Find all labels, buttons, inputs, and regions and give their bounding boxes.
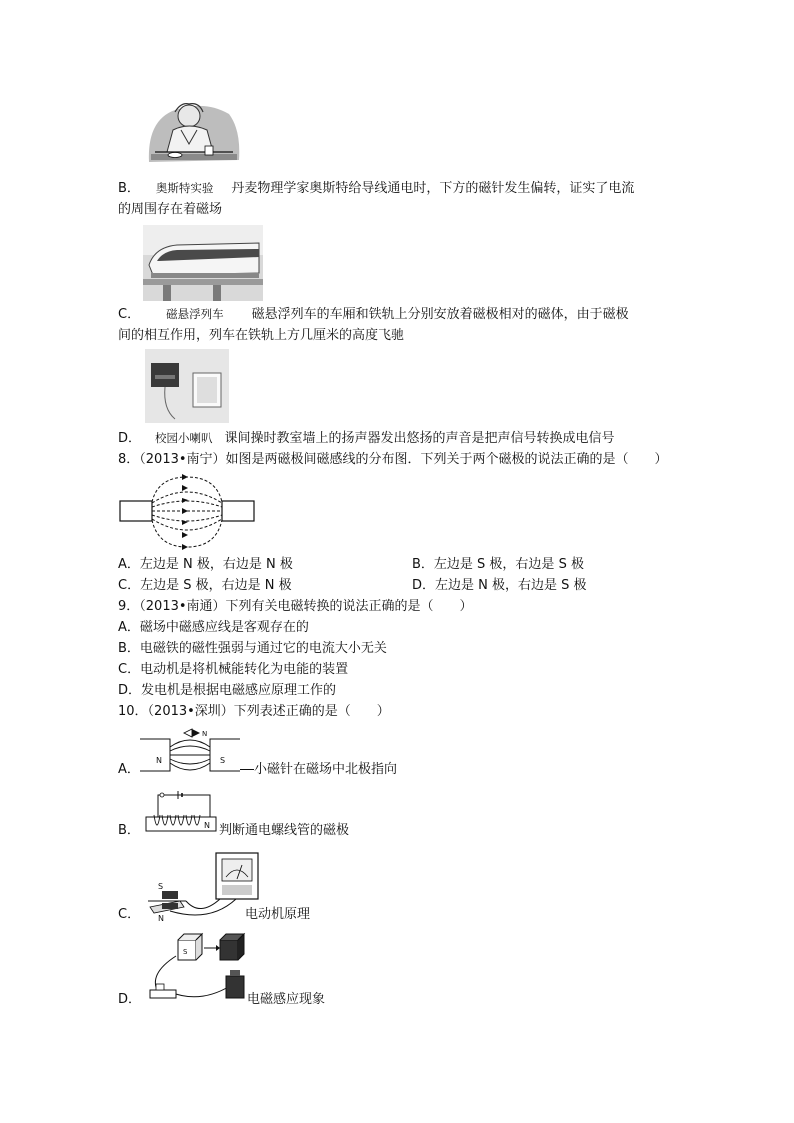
q10-option-b xyxy=(118,822,140,840)
q10-a-caption: 小磁针在磁场中北极指向 xyxy=(254,762,398,777)
q8-stem: 8．（2013•南宁）如图是两磁极间磁感线的分布图．下列关于两个磁极的说法正确的是（ ） xyxy=(118,452,668,467)
q10-option-a xyxy=(118,761,140,779)
q10-c-pole-n: N xyxy=(158,914,164,921)
option-c-letter: C． xyxy=(118,307,141,322)
q10-b-caption: 判断通电螺线管的磁极 xyxy=(219,823,350,838)
option-c-text1: 磁悬浮列车的车厢和铁轨上分别安放着磁极相对的磁体，由于磁极 xyxy=(251,307,629,322)
q10-a-letter: A． xyxy=(118,762,140,777)
option-d-line xyxy=(118,429,615,448)
q9-stem: 9．（2013•南通）下列有关电磁转换的说法正确的是（ ） xyxy=(118,599,473,614)
q10-b-letter: B． xyxy=(118,823,140,838)
q9-option-a: A．磁场中磁感应线是客观存在的 xyxy=(118,620,309,635)
option-d-text: 课间操时教室墙上的扬声器发出悠扬的声音是把声信号转换成电信号 xyxy=(224,431,615,446)
q10-d-caption: 电磁感应现象 xyxy=(247,992,326,1007)
option-d-letter: D． xyxy=(118,431,142,446)
q8-magnetic-field-lines-figure xyxy=(118,473,258,551)
option-b-label: 奥斯特实验 xyxy=(155,181,214,195)
maglev-train-image xyxy=(143,225,263,301)
q8-option-b: B．左边是 S 极，右边是 S 极 xyxy=(412,557,584,572)
q8-option-a: A．左边是 N 极，右边是 N 极 xyxy=(118,557,293,572)
oersted-experiment-image xyxy=(145,100,243,172)
q10-d-induction-figure xyxy=(140,930,260,1006)
q10-a-figure xyxy=(140,727,240,781)
q8-option-d: D．左边是 N 极，右边是 S 极 xyxy=(412,578,587,593)
option-d-label: 校园小喇叭 xyxy=(155,431,213,445)
q10-b-solenoid-figure xyxy=(140,789,220,835)
q8-option-c: C．左边是 S 极，右边是 N 极 xyxy=(118,578,292,593)
q10-d-pole-s: S xyxy=(183,948,188,956)
option-c-line2: 间的相互作用，列车在铁轨上方几厘米的高度飞驰 xyxy=(118,328,405,343)
q10-a-leader xyxy=(240,769,254,770)
q10-option-d xyxy=(118,991,141,1009)
option-c-line1 xyxy=(118,305,629,324)
q10-c-caption: 电动机原理 xyxy=(245,907,311,922)
q9-option-b: B．电磁铁的磁性强弱与通过它的电流大小无关 xyxy=(118,641,387,656)
q10-c-pole-s: S xyxy=(158,882,164,891)
q10-d-letter: D． xyxy=(118,992,142,1007)
q10-c-letter: C． xyxy=(118,907,141,922)
q10-a-pole-n: N xyxy=(156,756,162,765)
option-b-text1: 丹麦物理学家奥斯特给导线通电时，下方的磁针发生偏转，证实了电流 xyxy=(231,181,635,196)
option-b-letter: B． xyxy=(118,181,140,196)
speaker-image xyxy=(145,349,229,423)
q10-option-c xyxy=(118,906,140,924)
q9-option-d: D．发电机是根据电磁感应原理工作的 xyxy=(118,683,337,698)
option-c-label: 磁悬浮列车 xyxy=(166,307,224,321)
q10-b-pole-n: N xyxy=(204,821,210,830)
q10-stem: 10．（2013•深圳）下列表述正确的是（ ） xyxy=(118,704,390,719)
option-b-line2: 的周围存在着磁场 xyxy=(118,202,223,217)
q9-option-c: C．电动机是将机械能转化为电能的装置 xyxy=(118,662,349,677)
option-b-line1 xyxy=(118,179,634,198)
q10-a-pole-n-top: N xyxy=(202,730,208,738)
q10-a-pole-s: S xyxy=(220,756,226,765)
